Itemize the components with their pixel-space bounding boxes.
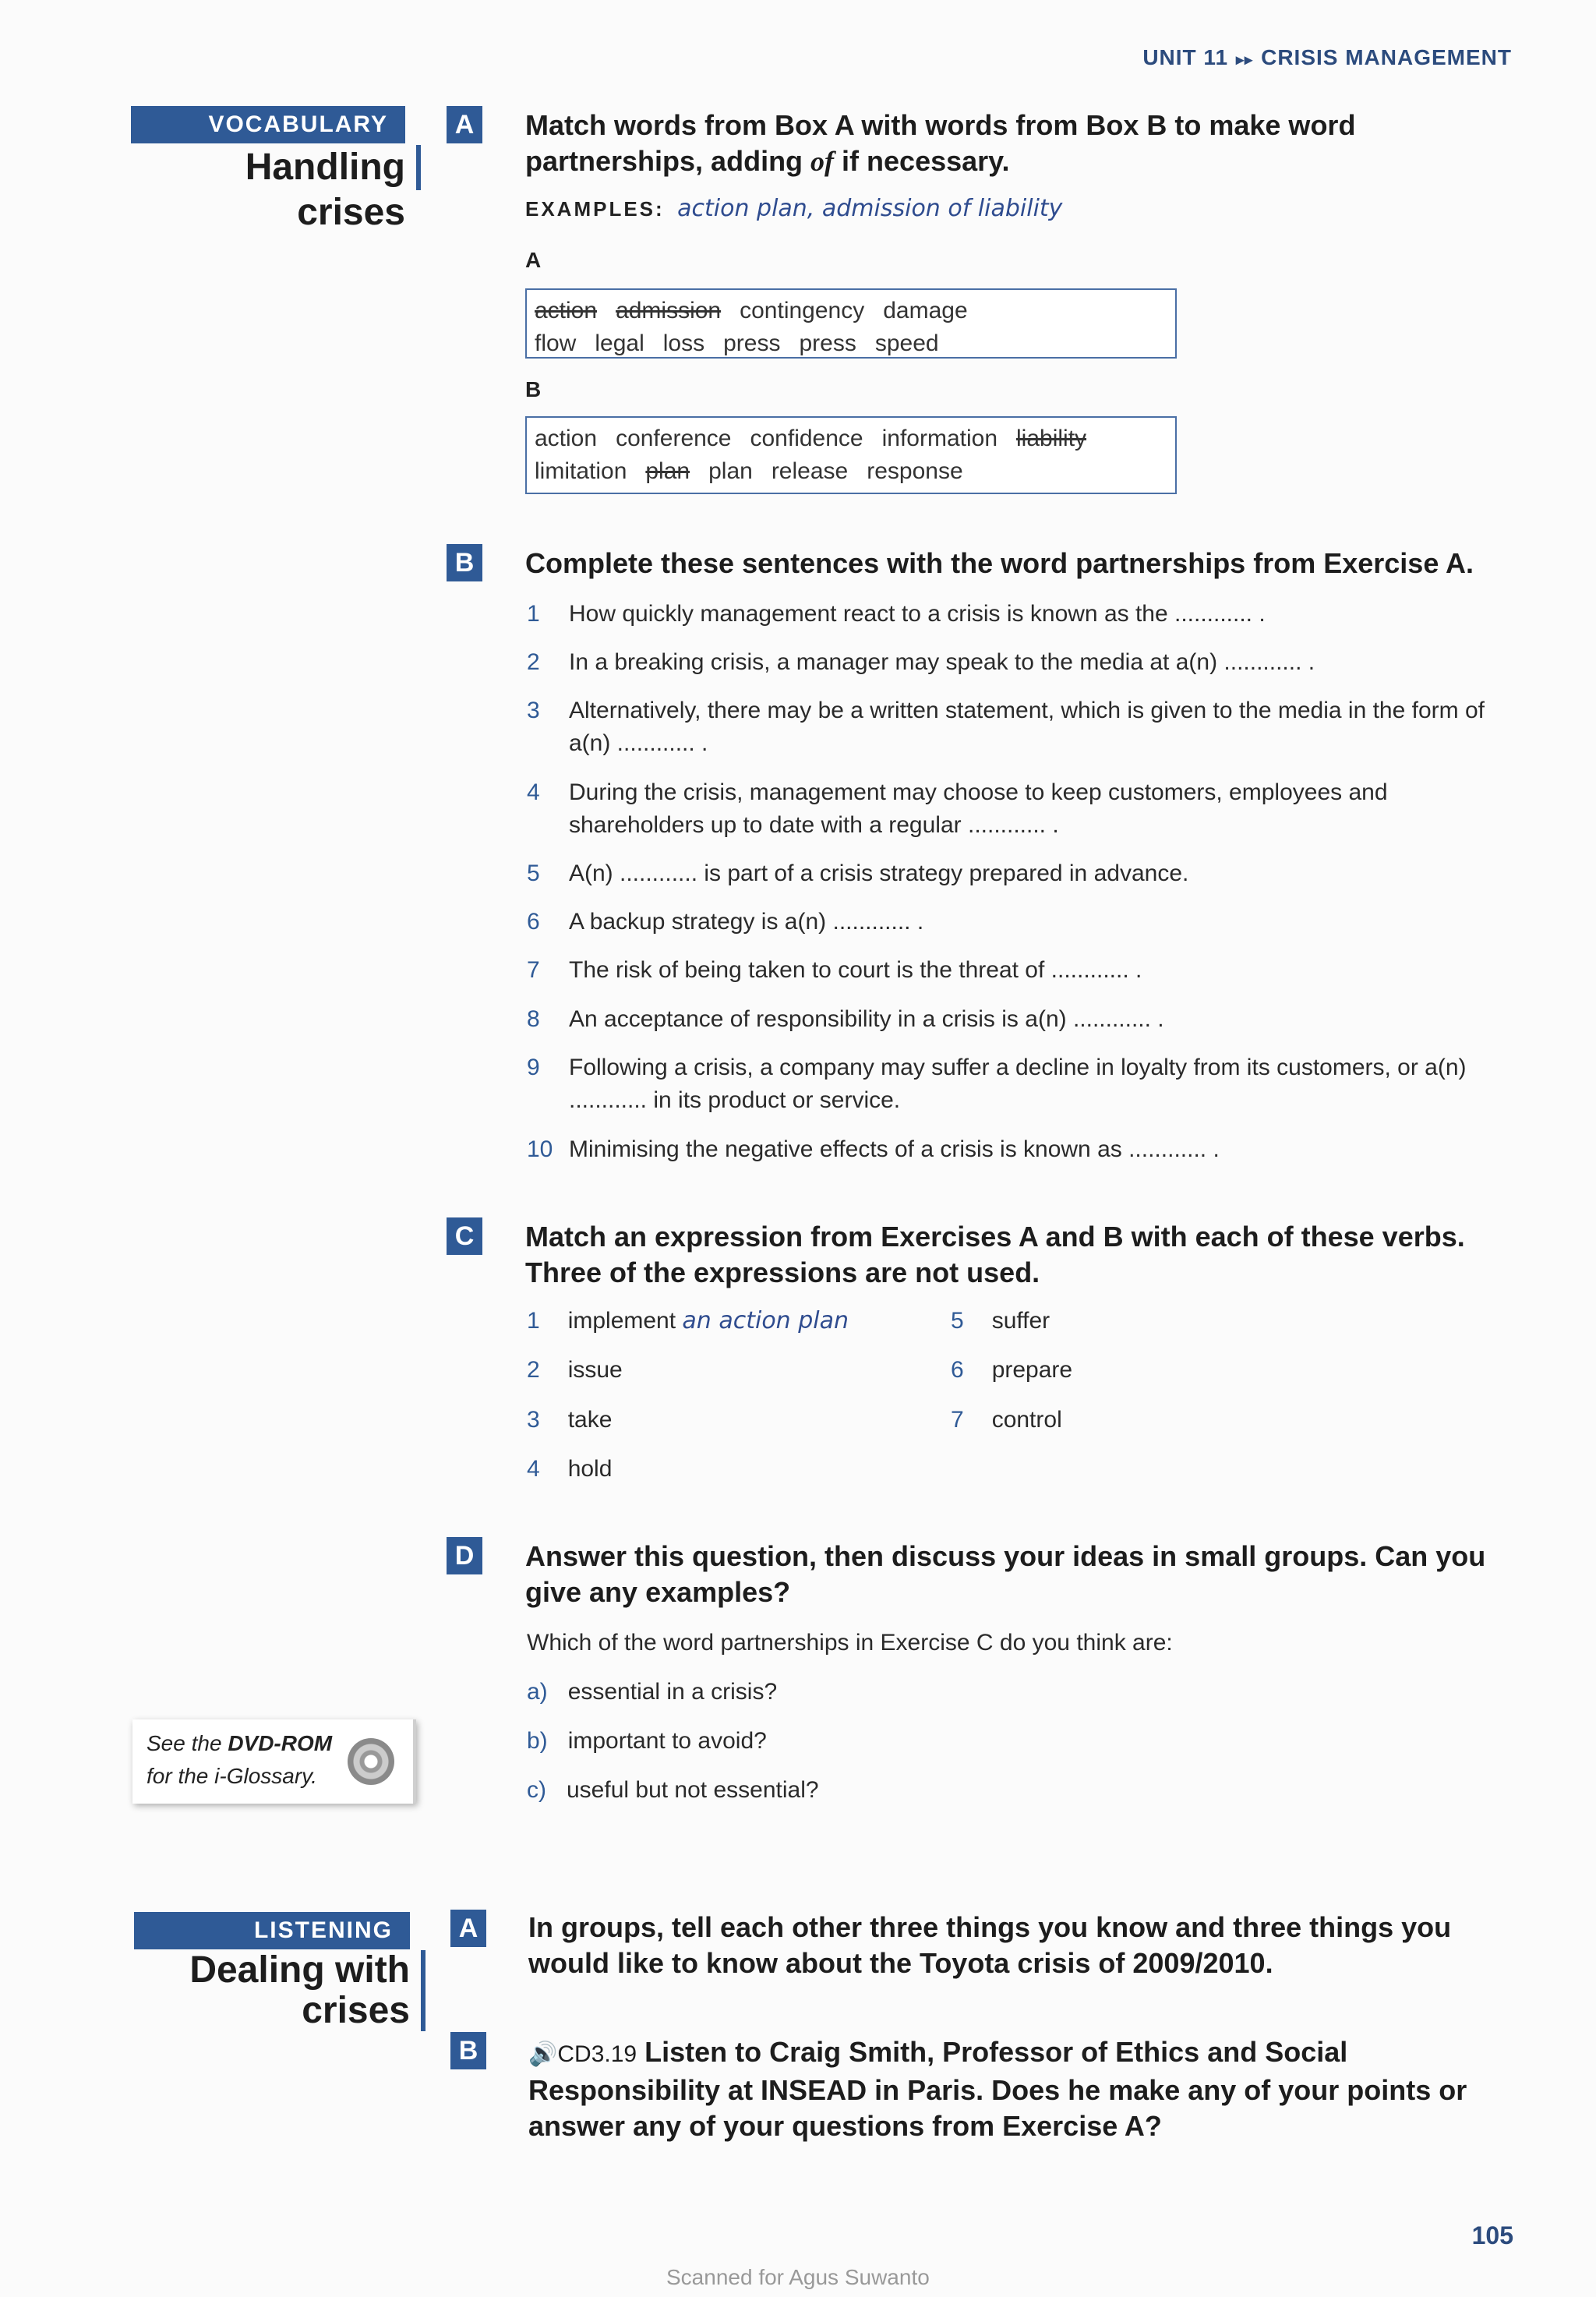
section-tag-listening: LISTENING — [134, 1912, 410, 1949]
arrows-icon: ▸▸ — [1236, 51, 1254, 69]
exercise-b-instruction: Complete these sentences with the word partnerships from Exercise A. — [525, 547, 1474, 579]
word-chip: liability — [1016, 426, 1087, 451]
word-chip: loss — [662, 330, 705, 356]
verb-item: 7 control — [951, 1407, 1062, 1433]
section-title-listening: Dealing with crises — [134, 1950, 425, 2031]
word-chip: contingency — [740, 298, 865, 323]
box-a-label: A — [525, 248, 544, 272]
sentence-item: 3 Alternatively, there may be a written statement, which is given to the media in the form of a(n) ............ . — [527, 698, 1485, 756]
sentence-item: 5 A(n) ............ is part of a crisis strategy prepared in advance. — [527, 860, 1189, 886]
verb-item: 6 prepare — [951, 1357, 1073, 1383]
exercise-a-instruction: Match words from Box A with words from Box B to make word partnerships, adding of if necessary. — [525, 109, 1356, 177]
exercise-letter-d: D — [447, 1537, 482, 1574]
word-chip: action — [535, 298, 598, 323]
unit-label: UNIT 11 — [1142, 45, 1229, 69]
section-title-vocabulary: Handling crises — [131, 145, 421, 190]
listening-letter-b: B — [450, 2032, 486, 2069]
track-number: CD3.19 — [557, 2041, 637, 2067]
audio-icon: 🔊 — [528, 2041, 558, 2067]
box-a — [525, 288, 1177, 359]
verb-item: 4 hold — [527, 1456, 613, 1482]
word-chip: information — [881, 426, 998, 451]
word-chip: response — [867, 458, 963, 484]
verb-item: 3 take — [527, 1407, 613, 1433]
section-tag-vocabulary: VOCABULARY — [131, 106, 405, 143]
disc-icon — [348, 1738, 394, 1785]
handwritten-answer: an action plan — [682, 1307, 849, 1334]
examples-label: EXAMPLES: — [525, 197, 665, 221]
word-chip: damage — [883, 298, 968, 323]
word-chip: admission — [616, 298, 722, 323]
listening-a-instruction: In groups, tell each other three things you know and three things you would like to know about the Toyota crisis of 2009/2010. — [528, 1911, 1452, 1979]
verb-item: 2 issue — [527, 1357, 623, 1383]
word-chip: flow — [535, 330, 577, 356]
sentence-item: 7 The risk of being taken to court is the threat of ............ . — [527, 957, 1142, 983]
exercise-letter-a: A — [447, 106, 482, 143]
word-chip: confidence — [750, 426, 863, 451]
sentence-item: 2 In a breaking crisis, a manager may speak to the media at a(n) ............ . — [527, 649, 1315, 675]
listening-letter-a: A — [450, 1910, 486, 1947]
word-chip: release — [771, 458, 849, 484]
sentence-item: 1 How quickly management react to a crisis is known as the ............ . — [527, 601, 1266, 627]
verb-item: 1 implement an action plan — [527, 1307, 849, 1334]
word-chip: limitation — [535, 458, 627, 484]
box-b-label: B — [525, 377, 544, 401]
listening-b-instruction: 🔊CD3.19 Listen to Craig Smith, Professor of Ethics and Social Responsibility at INSEAD in Paris. Does he make any of your points or answer any of your questions from Exercise A? — [528, 2036, 1467, 2142]
exercise-d-instruction: Answer this question, then discuss your ideas in small groups. Can you give any examples? — [525, 1540, 1486, 1608]
exercise-letter-b: B — [447, 544, 482, 581]
word-chip: speed — [874, 330, 939, 356]
word-chip: press — [799, 330, 856, 356]
sentence-item: 10 Minimising the negative effects of a crisis is known as ............ . — [527, 1136, 1220, 1162]
option-item: b) important to avoid? — [527, 1728, 767, 1754]
examples-answer: action plan, admission of liability — [677, 195, 1063, 222]
word-chip: plan — [645, 458, 690, 484]
word-chip: press — [723, 330, 781, 356]
page-number: 105 — [1471, 2221, 1513, 2249]
examples-line — [525, 195, 1062, 222]
word-chip: legal — [595, 330, 644, 356]
word-chip: plan — [708, 458, 753, 484]
sentence-item: 6 A backup strategy is a(n) ............ . — [527, 909, 924, 935]
unit-title: CRISIS MANAGEMENT — [1261, 45, 1512, 69]
word-chip: conference — [616, 426, 732, 451]
question-prompt: Which of the word partnerships in Exercise C do you think are: — [527, 1630, 1173, 1656]
box-b — [525, 416, 1177, 494]
dvd-note-text: See the DVD-ROM for the i-Glossary. — [147, 1731, 333, 1788]
verb-item: 5 suffer — [951, 1308, 1050, 1334]
dvd-rom-note — [132, 1719, 416, 1804]
option-item: a) essential in a crisis? — [527, 1679, 778, 1705]
exercise-c-instruction: Match an expression from Exercises A and B with each of these verbs. Three of the expressions are not used. — [525, 1221, 1465, 1288]
sentence-item: 4 During the crisis, management may choose to keep customers, employees and shareholders up to date with a regular ............ . — [527, 779, 1388, 838]
running-header — [1142, 45, 1512, 70]
sentence-item: 9 Following a crisis, a company may suffer a decline in loyalty from its customers, or a(n) ............ in its product or service. — [527, 1055, 1467, 1113]
exercise-letter-c: C — [447, 1217, 482, 1255]
scan-watermark: Scanned for Agus Suwanto — [666, 2265, 930, 2289]
sentence-item: 8 An acceptance of responsibility in a crisis is a(n) ............ . — [527, 1006, 1164, 1032]
option-item: c) useful but not essential? — [527, 1777, 819, 1803]
word-chip: action — [535, 426, 598, 451]
